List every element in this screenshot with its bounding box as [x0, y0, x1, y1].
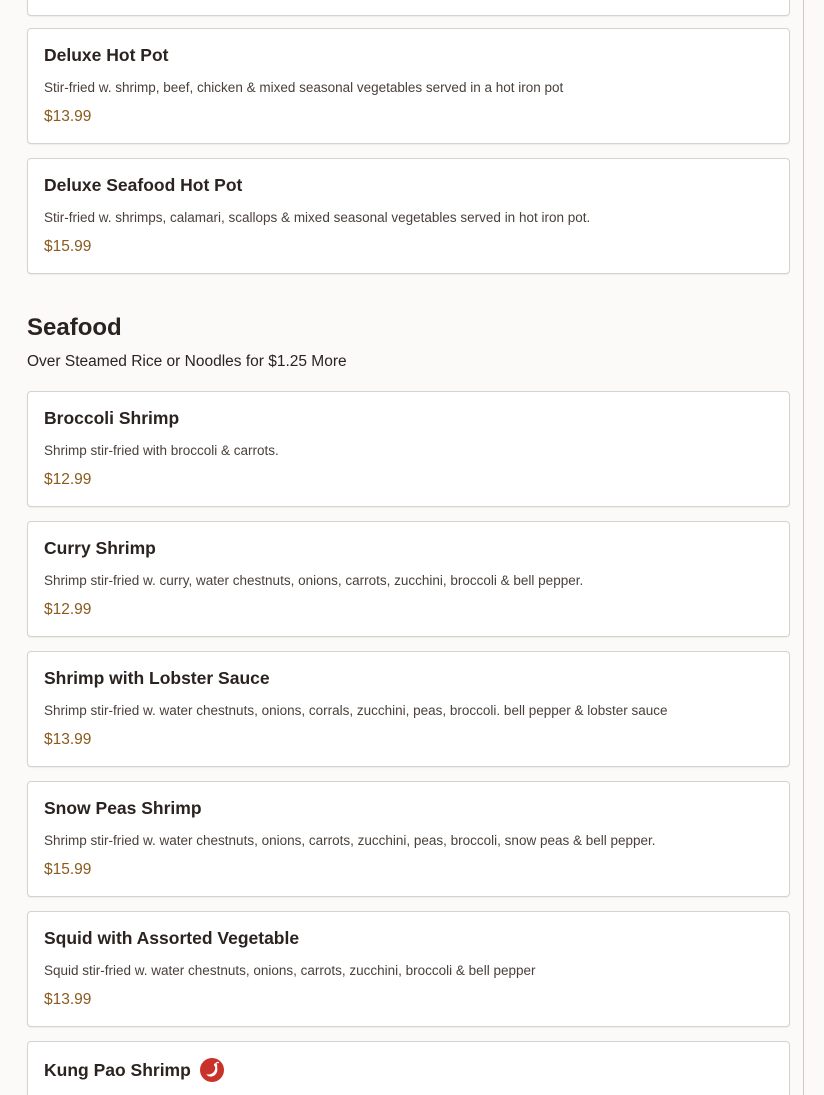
menu-item-description: Squid stir-fried w. water chestnuts, onions, carrots, zucchini, broccoli & bell pepper	[44, 963, 536, 978]
menu-item-name: Deluxe Seafood Hot Pot	[44, 175, 243, 195]
menu-item-name: Snow Peas Shrimp	[44, 798, 202, 818]
menu-item-description: Shrimp stir-fried w. curry, water chestnuts, onions, carrots, zucchini, broccoli & bell pepper.	[44, 573, 584, 588]
menu-item-price: $13.99	[44, 108, 92, 125]
menu-item-card-partial[interactable]	[27, 0, 790, 16]
menu-item-card[interactable]	[27, 521, 790, 637]
menu-item-price: $13.99	[44, 991, 92, 1008]
section-subtitle: Over Steamed Rice or Noodles for $1.25 More	[27, 353, 347, 370]
menu-item-name: Shrimp with Lobster Sauce	[44, 668, 270, 688]
menu-item-description: Shrimp stir-fried with broccoli & carrots.	[44, 443, 279, 458]
menu-item-card[interactable]	[27, 391, 790, 507]
menu-item-card[interactable]	[27, 781, 790, 897]
menu-item-card[interactable]	[27, 651, 790, 767]
menu-item-card[interactable]	[27, 1041, 790, 1095]
spicy-pepper-icon	[200, 1058, 224, 1082]
menu-item-name: Curry Shrimp	[44, 538, 156, 558]
menu-item-card[interactable]	[27, 28, 790, 144]
menu-item-description: Stir-fried w. shrimps, calamari, scallops & mixed seasonal vegetables served in hot iron pot.	[44, 210, 591, 225]
menu-item-description: Shrimp stir-fried w. water chestnuts, onions, carrots, zucchini, peas, broccoli, snow peas & bell pepper.	[44, 833, 656, 848]
menu-item-description: Stir-fried w. shrimp, beef, chicken & mixed seasonal vegetables served in a hot iron pot	[44, 80, 564, 95]
menu-item-name: Broccoli Shrimp	[44, 408, 180, 428]
menu-item-name: Kung Pao Shrimp	[44, 1059, 191, 1080]
menu-item-description: Shrimp stir-fried w. water chestnuts, onions, corrals, zucchini, peas, broccoli. bell pepper & lobster sauce	[44, 703, 668, 718]
section-title: Seafood	[27, 314, 122, 341]
menu-item-price: $15.99	[44, 861, 92, 878]
menu-item-card[interactable]	[27, 158, 790, 274]
menu-item-price: $12.99	[44, 471, 92, 488]
menu-item-name: Deluxe Hot Pot	[44, 45, 169, 65]
content-edge-divider	[803, 0, 804, 1095]
menu-item-name: Squid with Assorted Vegetable	[44, 928, 300, 948]
menu-item-card[interactable]	[27, 911, 790, 1027]
menu-item-name-row	[44, 1058, 224, 1082]
menu-item-price: $13.99	[44, 731, 92, 748]
menu-item-price: $12.99	[44, 601, 92, 618]
menu-item-price: $15.99	[44, 238, 92, 255]
